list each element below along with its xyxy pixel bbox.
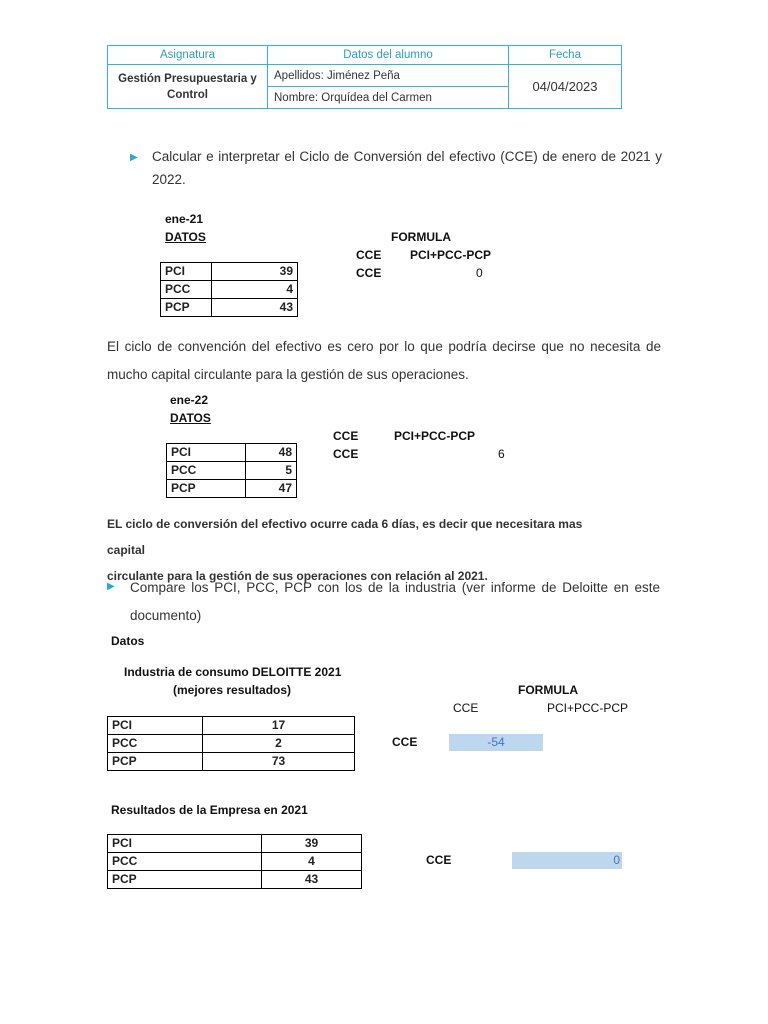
cce-result-2022: 6: [498, 447, 505, 461]
cce-label-2022b: CCE: [333, 447, 359, 461]
table-row: [108, 753, 355, 771]
cce-label-company: CCE: [426, 853, 452, 867]
formula-2022: PCI+PCC-PCP: [394, 429, 476, 443]
cce-result-company: 0: [512, 852, 622, 869]
cce-head-industry: CCE: [453, 701, 479, 715]
header-table: [107, 45, 622, 109]
bullet-icon: ▶: [107, 581, 115, 592]
company-title: Resultados de la Empresa en 2021: [111, 803, 308, 817]
bullet2-line2: documento): [130, 608, 202, 623]
bullet1-line2: 2022.: [152, 172, 186, 187]
cce-result-industry: -54: [449, 734, 543, 751]
cce-label-industry: CCE: [392, 735, 418, 749]
date-cell: 04/04/2023: [509, 65, 622, 109]
row-label: PCP: [167, 480, 246, 498]
row-value: 47: [246, 480, 297, 498]
row-value: 4: [212, 281, 298, 299]
row-value: 17: [203, 717, 355, 735]
row-value: 39: [212, 263, 298, 281]
row-value: 2: [203, 735, 355, 753]
row-value: 39: [262, 835, 362, 853]
bullet2-line1: Compare los PCI, PCC, PCP con los de la industria (ver informe de Deloitte en este: [130, 580, 660, 595]
industry-subtitle: (mejores resultados): [173, 683, 292, 697]
formula-title-2021: FORMULA: [391, 230, 451, 244]
company-table: [107, 834, 362, 889]
bullet1-text: [152, 145, 662, 191]
table-row: [108, 735, 355, 753]
cce-label-2021a: CCE: [356, 248, 382, 262]
row-value: 43: [212, 299, 298, 317]
month-2021: ene-21: [165, 212, 204, 226]
month-2022: ene-22: [170, 393, 209, 407]
subject-cell: Gestión Presupuestaria y Control: [108, 65, 268, 109]
data-table-2021: [160, 262, 298, 317]
row-label: PCI: [167, 444, 246, 462]
table-row: [108, 717, 355, 735]
row-label: PCP: [108, 753, 203, 771]
paragraph-2021-line1: El ciclo de convención del efectivo es cero por lo que podría decirse que no necesita de: [107, 339, 661, 354]
row-label: PCI: [161, 263, 212, 281]
row-label: PCC: [108, 735, 203, 753]
row-label: PCC: [108, 853, 262, 871]
row-label: PCI: [108, 717, 203, 735]
datos-2022: DATOS: [170, 411, 211, 425]
table-row: [167, 462, 297, 480]
table-row: [167, 480, 297, 498]
paragraph-2021-line2: mucho capital circulante para la gestión de sus operaciones.: [107, 367, 469, 382]
table-row: [161, 299, 298, 317]
paragraph-2022-line1: EL ciclo de conversión del efectivo ocurre cada 6 días, es decir que necesitara mas capital: [107, 517, 583, 557]
table-row: [161, 263, 298, 281]
table-row: [108, 853, 362, 871]
formula-industry: PCI+PCC-PCP: [547, 701, 629, 715]
table-row: [161, 281, 298, 299]
industry-table: [107, 716, 355, 771]
industry-title: Industria de consumo DELOITTE 2021: [124, 665, 342, 679]
row-label: PCC: [167, 462, 246, 480]
header-col-student: Datos del alumno: [268, 46, 509, 65]
row-label: PCP: [108, 871, 262, 889]
cce-result-2021: 0: [476, 266, 483, 280]
row-value: 5: [246, 462, 297, 480]
cce-label-2022a: CCE: [333, 429, 359, 443]
row-label: PCI: [108, 835, 262, 853]
row-value: 48: [246, 444, 297, 462]
row-label: PCC: [161, 281, 212, 299]
formula-2021: PCI+PCC-PCP: [410, 248, 492, 262]
bullet2-text: [130, 574, 660, 630]
table-row: [108, 871, 362, 889]
bullet1-line1: Calcular e interpretar el Ciclo de Conversión del efectivo (CCE) de enero de 2021 y: [152, 149, 662, 164]
header-col-date: Fecha: [509, 46, 622, 65]
paragraph-2021: [107, 333, 661, 389]
surname-cell: Apellidos: Jiménez Peña: [268, 65, 509, 87]
datos-2021: DATOS: [165, 230, 206, 244]
data-table-2022: [166, 443, 297, 498]
table-row: [108, 835, 362, 853]
row-value: 73: [203, 753, 355, 771]
paragraph-2022-line2: circulante para la gestión de sus operaciones con relación al 2021.: [107, 569, 488, 583]
datos-label: Datos: [111, 634, 145, 648]
cce-label-2021b: CCE: [356, 266, 382, 280]
table-row: [167, 444, 297, 462]
name-cell: Nombre: Orquídea del Carmen: [268, 87, 509, 109]
formula-title-industry: FORMULA: [518, 683, 578, 697]
bullet-icon: ▶: [130, 152, 138, 163]
header-col-subject: Asignatura: [108, 46, 268, 65]
row-label: PCP: [161, 299, 212, 317]
row-value: 4: [262, 853, 362, 871]
row-value: 43: [262, 871, 362, 889]
